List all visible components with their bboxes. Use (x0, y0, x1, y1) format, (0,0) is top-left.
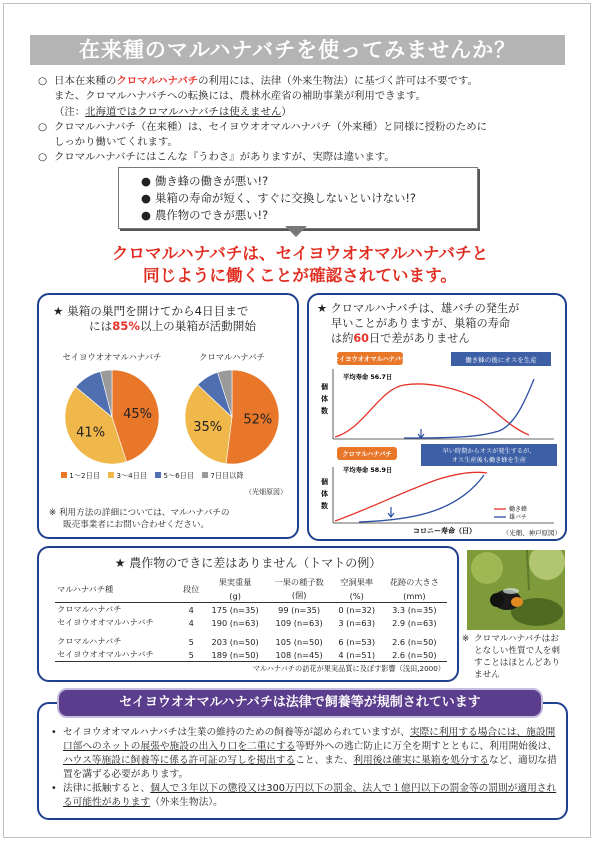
table-cell: 2.9 (n=63) (392, 617, 437, 628)
table-header-row (55, 576, 447, 589)
graph1-worker-curve (335, 384, 529, 437)
table-cell: 108 (n=45) (275, 649, 323, 660)
bumblebee-photo (467, 550, 565, 630)
rule-segment: こと、また、 (295, 755, 354, 766)
intro-note: （注： (54, 105, 86, 118)
rumor-item (141, 190, 416, 206)
bullet-icon: • (51, 727, 57, 738)
rule-underlined: は確実に巣箱を処分する (382, 755, 489, 766)
panel-heading (39, 554, 457, 571)
y-axis-label: 個 (321, 478, 328, 486)
rumor-text: 巣箱の寿命が短く、すぐに交換しないといけない!? (155, 191, 416, 205)
table-cell: 175 (n=35) (211, 604, 259, 615)
graph2-worker-curve (335, 472, 487, 521)
circle-bullet-icon: ○ (38, 75, 48, 87)
figure-source: （光畑原図） (245, 488, 287, 496)
intro-highlight: クロマルハナバチ (116, 75, 199, 87)
table-cell: 5 (188, 649, 194, 660)
x-axis-label: コロニー寿命（日） (413, 527, 476, 535)
rule-item (51, 782, 559, 810)
column-header: 段位 (179, 576, 204, 603)
table-cell: 5 (188, 636, 194, 647)
circle-bullet-icon: ○ (38, 151, 48, 164)
intro-text: の利用には、法律（外来生物法）に基づく許可は不要です。 (198, 75, 478, 87)
arrow-down-icon (418, 429, 424, 438)
pie-title-right: クロマルハナバチ (199, 352, 265, 362)
legend-label: 1～2日目 (69, 471, 101, 480)
heading-text: 早いことがありますが、巣箱の寿命 (331, 317, 511, 330)
legend-swatch (155, 472, 161, 478)
rule-text (63, 726, 559, 782)
panel-heading (317, 301, 519, 346)
table-cell: セイヨウオオマルハナバチ (57, 617, 154, 627)
graph2-label: クロマルハナバチ (342, 451, 392, 458)
y-axis-label: 数 (321, 502, 328, 510)
figure-source: （光畑、神戸原図） (502, 529, 561, 537)
table-cell: 3 (n=63) (338, 617, 376, 628)
regulation-panel (37, 702, 568, 820)
legend-label: 7日目以降 (210, 471, 244, 480)
heading-text: 農作物のできに差はありません（トマトの例） (129, 556, 382, 570)
y-axis-label: 数 (321, 407, 328, 415)
intro-text: クロマルハナバチにはこんな『うわさ』がありますが、実際は違います。 (54, 151, 395, 164)
heading-text: クロマルハナバチは、雄バチの発生が (330, 302, 520, 315)
rumor-item (141, 173, 268, 189)
intro-text: クロマルハナバチ（在来種）は、セイヨウオオマルハナバチ（外来種）と同様に授粉のために (54, 120, 488, 133)
table-cell: 4 (188, 617, 194, 628)
graph1-male-curve (404, 379, 534, 438)
tomato-table (55, 576, 447, 662)
y-axis-label: 体 (321, 490, 328, 498)
heading-highlight: 85% (112, 319, 140, 333)
graph1-note: 働き蜂の後にオスを生産 (465, 356, 537, 364)
star-icon: ★ (114, 556, 126, 570)
table-cell: 190 (n=63) (211, 617, 259, 628)
intro-section (38, 74, 568, 166)
column-unit: (個) (266, 589, 331, 603)
table-cell: 203 (n=50) (211, 636, 259, 647)
note-text: 販売事業者にお問い合わせください。 (63, 520, 210, 530)
rumors-box (118, 167, 478, 229)
legend-worker: 働き蜂 (509, 506, 528, 513)
rule-underlined: 個人で３年以下の懲役又は300万円以下の罰金、法人で１億円以下の罰金等の罰 (150, 783, 499, 794)
y-axis-label: 個 (321, 383, 328, 391)
table-cell: 2.6 (n=50) (392, 636, 437, 647)
rule-segment: 法律に抵触すると、 (63, 783, 151, 794)
bullet-icon: ● (141, 208, 151, 222)
table-cell: 2.6 (n=50) (392, 649, 437, 660)
table-cell: 4 (188, 604, 194, 615)
regulation-rules (51, 726, 559, 810)
rule-segment: 等野外への逃亡防止に万全を期す (295, 741, 441, 752)
colony-life-panel (307, 293, 567, 541)
column-header: 果実重量 (218, 577, 252, 587)
table-cell: 189 (n=50) (211, 649, 259, 660)
regulation-banner: セイヨウオオマルハナバチは法律で飼養等が規制されています (57, 688, 543, 718)
arrow-down-icon (388, 507, 394, 517)
legend-item (155, 471, 194, 481)
rule-item (51, 726, 559, 782)
rule-segment: とともに、利用開始後は、 (440, 741, 558, 752)
rumor-text: 農作物のできが悪い!? (155, 208, 269, 222)
intro-text: しっかり働いてくれます。 (54, 136, 178, 149)
star-icon: ★ (317, 302, 328, 315)
column-unit: (mm) (382, 589, 447, 603)
column-unit: (g) (204, 589, 267, 603)
headline-line: 同じように働くことが確認されています。 (143, 266, 457, 285)
table-row (55, 648, 447, 662)
column-header: マルハナバチ種 (55, 576, 179, 603)
rule-segment: セイヨウオオマルハナバチは生業の維持のための飼養等が認められていますが、 (63, 727, 410, 738)
intro-note: ） (281, 105, 292, 118)
graph2-note: オス生産後も働き蜂を生産 (451, 457, 527, 464)
heading-highlight: 60 (353, 332, 369, 345)
pie-slice-label: 45% (123, 406, 152, 422)
headline-line: クロマルハナバチは、セイヨウオオマルハナバチと (111, 244, 489, 263)
table-cell: 6 (n=53) (338, 636, 376, 647)
intro-text: また、クロマルハナバチへの転換には、農林水産省の補助事業が利用できます。 (54, 90, 426, 103)
legend-item (202, 471, 244, 481)
table-cell: 109 (n=63) (275, 617, 323, 628)
table-cell: 99 (n=35) (278, 604, 321, 615)
graph2-note: 早い時期からオスが発生するが、 (442, 448, 536, 455)
table-cell: セイヨウオオマルハナバチ (57, 649, 154, 659)
legend-swatch (108, 472, 114, 478)
table-cell: 4 (n=51) (338, 649, 376, 660)
column-header: 花跡の大きさ (389, 577, 439, 587)
pie-slice-label: 41% (76, 425, 106, 441)
heading-text: 以上の巣箱が活動開始 (139, 319, 256, 333)
table-cell: 105 (n=50) (275, 636, 323, 647)
rule-underlined: には、施設開口部へのネットの展張や施設の出入り口を二重にする (63, 727, 556, 752)
circle-bullet-icon: ○ (38, 120, 48, 133)
y-axis-label: 体 (321, 395, 328, 403)
table-source: マルハナバチの訪花が果実品質に及ぼす影響（浅田,2000） (252, 664, 445, 673)
table-row (55, 616, 447, 629)
heading-text: には (89, 319, 113, 333)
bullet-icon: • (51, 783, 57, 794)
table-cell: 3.3 (n=35) (392, 604, 437, 615)
intro-paragraph-2 (38, 120, 568, 151)
note-text: 利用方法の詳細については、マルハナバチの (58, 508, 230, 518)
heading-text: 巣箱の巣門を開けてから4日目まで (67, 304, 249, 318)
table-cell: 0 (n=32) (338, 604, 376, 615)
rumor-text: 働き蜂の働きが悪い!? (155, 174, 269, 188)
pie-slice-label: 35% (193, 419, 223, 435)
legend-item (61, 471, 100, 481)
rule-underlined: 利用後 (353, 755, 383, 766)
usage-note (49, 507, 230, 531)
legend-label: 5～6日目 (163, 471, 195, 480)
column-header: 空洞果率 (340, 577, 374, 587)
graph1-lifespan: 平均寿命 56.7日 (343, 374, 393, 381)
activity-start-panel (37, 293, 299, 539)
rule-segment: （外来生物法）。 (150, 797, 223, 808)
table-cell: クロマルハナバチ (57, 636, 122, 646)
pie-charts (39, 363, 297, 471)
page-title: 在来種のマルハナバチを使ってみませんか？ (30, 35, 565, 65)
rule-segment: など、適切な措置を講ずる必要があります。 (63, 755, 557, 780)
colony-graphs (309, 349, 565, 539)
heading-text: は約 (331, 332, 354, 345)
pie-slice-label: 52% (243, 412, 273, 428)
bullet-icon: ● (141, 191, 151, 205)
intro-paragraph-3 (38, 150, 568, 165)
legend-male: 雄バチ (509, 514, 528, 521)
tomato-panel (37, 546, 459, 682)
caption-text: クロマルハナバチはおとなしい性質で人を刺すことはほとんどありません (474, 634, 560, 680)
graph2-male-curve (359, 475, 484, 522)
heading-text: 日で差がありません (368, 332, 470, 345)
table-row (55, 635, 447, 648)
photo-caption (462, 633, 566, 681)
headline (40, 243, 560, 287)
intro-paragraph-1 (38, 74, 568, 120)
note-mark: ※ (49, 508, 57, 518)
table-cell: クロマルハナバチ (57, 604, 122, 614)
bullet-icon: ● (141, 174, 151, 188)
rule-text (63, 782, 559, 810)
star-icon: ★ (53, 304, 64, 318)
legend-label: 3～4日目 (116, 471, 148, 480)
legend-swatch (61, 472, 67, 478)
intro-text: 日本在来種の (54, 75, 117, 87)
bumblebee-image-icon (467, 550, 565, 630)
graph1-label: セイヨウオオマルハナバチ (332, 356, 408, 363)
rule-underlined: ハウス等施設に飼養等に係る許可証の写しを掲出する (63, 755, 296, 766)
table-row (55, 603, 447, 617)
rule-underlined: 則が適用される可能性があります (63, 783, 557, 808)
column-header: 一果の種子数 (274, 577, 324, 587)
panel-heading (53, 304, 256, 334)
down-arrow-icon (285, 226, 307, 237)
rumor-item (141, 207, 268, 223)
legend-item (108, 471, 147, 481)
pie-legend (61, 471, 244, 481)
intro-note-underlined: 北海道ではクロマルハナバチは使えません (85, 105, 282, 118)
note-mark: ※ (462, 634, 470, 644)
graph2-lifespan: 平均寿命 58.9日 (343, 467, 393, 474)
column-unit: (%) (332, 589, 382, 603)
legend-swatch (202, 472, 208, 478)
rule-underlined: 実際に利用する場合 (409, 727, 498, 738)
pie-title-left: セイヨウオオマルハナバチ (62, 352, 162, 362)
